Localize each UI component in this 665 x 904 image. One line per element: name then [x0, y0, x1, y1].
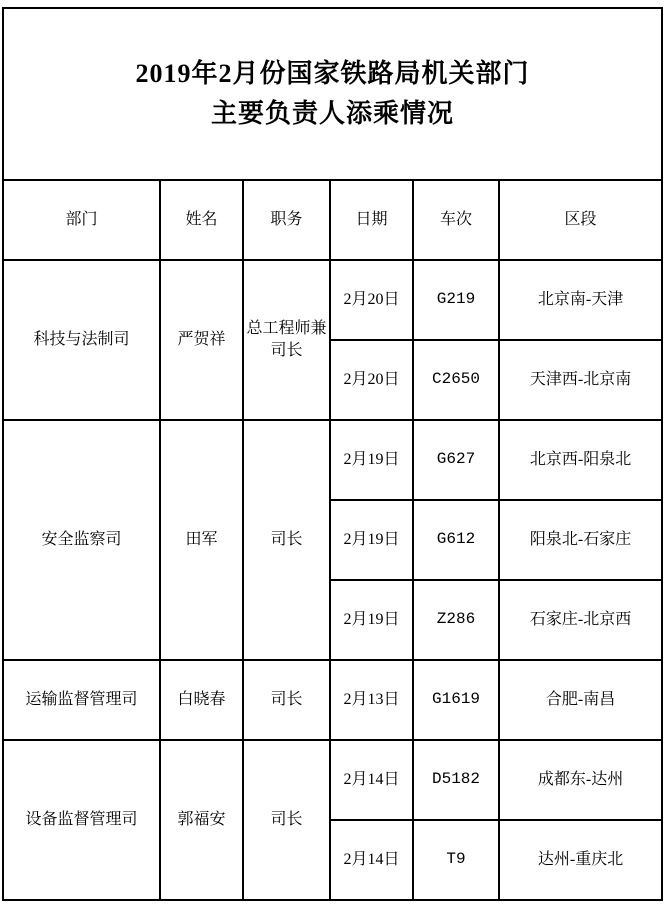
position-cell: 司长 [243, 740, 330, 900]
date-cell: 2月19日 [330, 580, 413, 660]
header-name: 姓名 [160, 180, 243, 260]
header-department: 部门 [3, 180, 160, 260]
date-cell: 2月20日 [330, 260, 413, 340]
department-cell: 科技与法制司 [3, 260, 160, 420]
department-cell: 安全监察司 [3, 420, 160, 660]
title-line-1: 2019年2月份国家铁路局机关部门 [135, 59, 530, 88]
train-cell: G1619 [413, 660, 499, 740]
train-cell: G219 [413, 260, 499, 340]
position-cell: 总工程师兼司长 [243, 260, 330, 420]
date-cell: 2月19日 [330, 420, 413, 500]
segment-cell: 天津西-北京南 [499, 340, 662, 420]
header-segment: 区段 [499, 180, 662, 260]
train-cell: G612 [413, 500, 499, 580]
date-cell: 2月20日 [330, 340, 413, 420]
date-cell: 2月14日 [330, 740, 413, 820]
name-cell: 严贺祥 [160, 260, 243, 420]
header-train: 车次 [413, 180, 499, 260]
train-cell: Z286 [413, 580, 499, 660]
train-cell: G627 [413, 420, 499, 500]
segment-cell: 北京西-阳泉北 [499, 420, 662, 500]
position-cell: 司长 [243, 660, 330, 740]
name-cell: 田军 [160, 420, 243, 660]
table-row [3, 260, 662, 340]
title-line-2: 主要负责人添乘情况 [211, 99, 455, 128]
name-cell: 郭福安 [160, 740, 243, 900]
department-cell: 运输监督管理司 [3, 660, 160, 740]
date-cell: 2月14日 [330, 820, 413, 900]
title-row [3, 8, 662, 180]
table-row [3, 740, 662, 820]
header-date: 日期 [330, 180, 413, 260]
table-title-cell [3, 8, 662, 180]
segment-cell: 阳泉北-石家庄 [499, 500, 662, 580]
segment-cell: 石家庄-北京西 [499, 580, 662, 660]
itinerary-table [2, 7, 663, 901]
segment-cell: 合肥-南昌 [499, 660, 662, 740]
segment-cell: 成都东-达州 [499, 740, 662, 820]
name-cell: 白晓春 [160, 660, 243, 740]
table-row [3, 420, 662, 500]
department-cell: 设备监督管理司 [3, 740, 160, 900]
segment-cell: 北京南-天津 [499, 260, 662, 340]
table-row [3, 660, 662, 740]
date-cell: 2月19日 [330, 500, 413, 580]
header-position: 职务 [243, 180, 330, 260]
header-row [3, 180, 662, 260]
train-cell: D5182 [413, 740, 499, 820]
position-cell: 司长 [243, 420, 330, 660]
date-cell: 2月13日 [330, 660, 413, 740]
train-cell: C2650 [413, 340, 499, 420]
segment-cell: 达州-重庆北 [499, 820, 662, 900]
train-cell: T9 [413, 820, 499, 900]
